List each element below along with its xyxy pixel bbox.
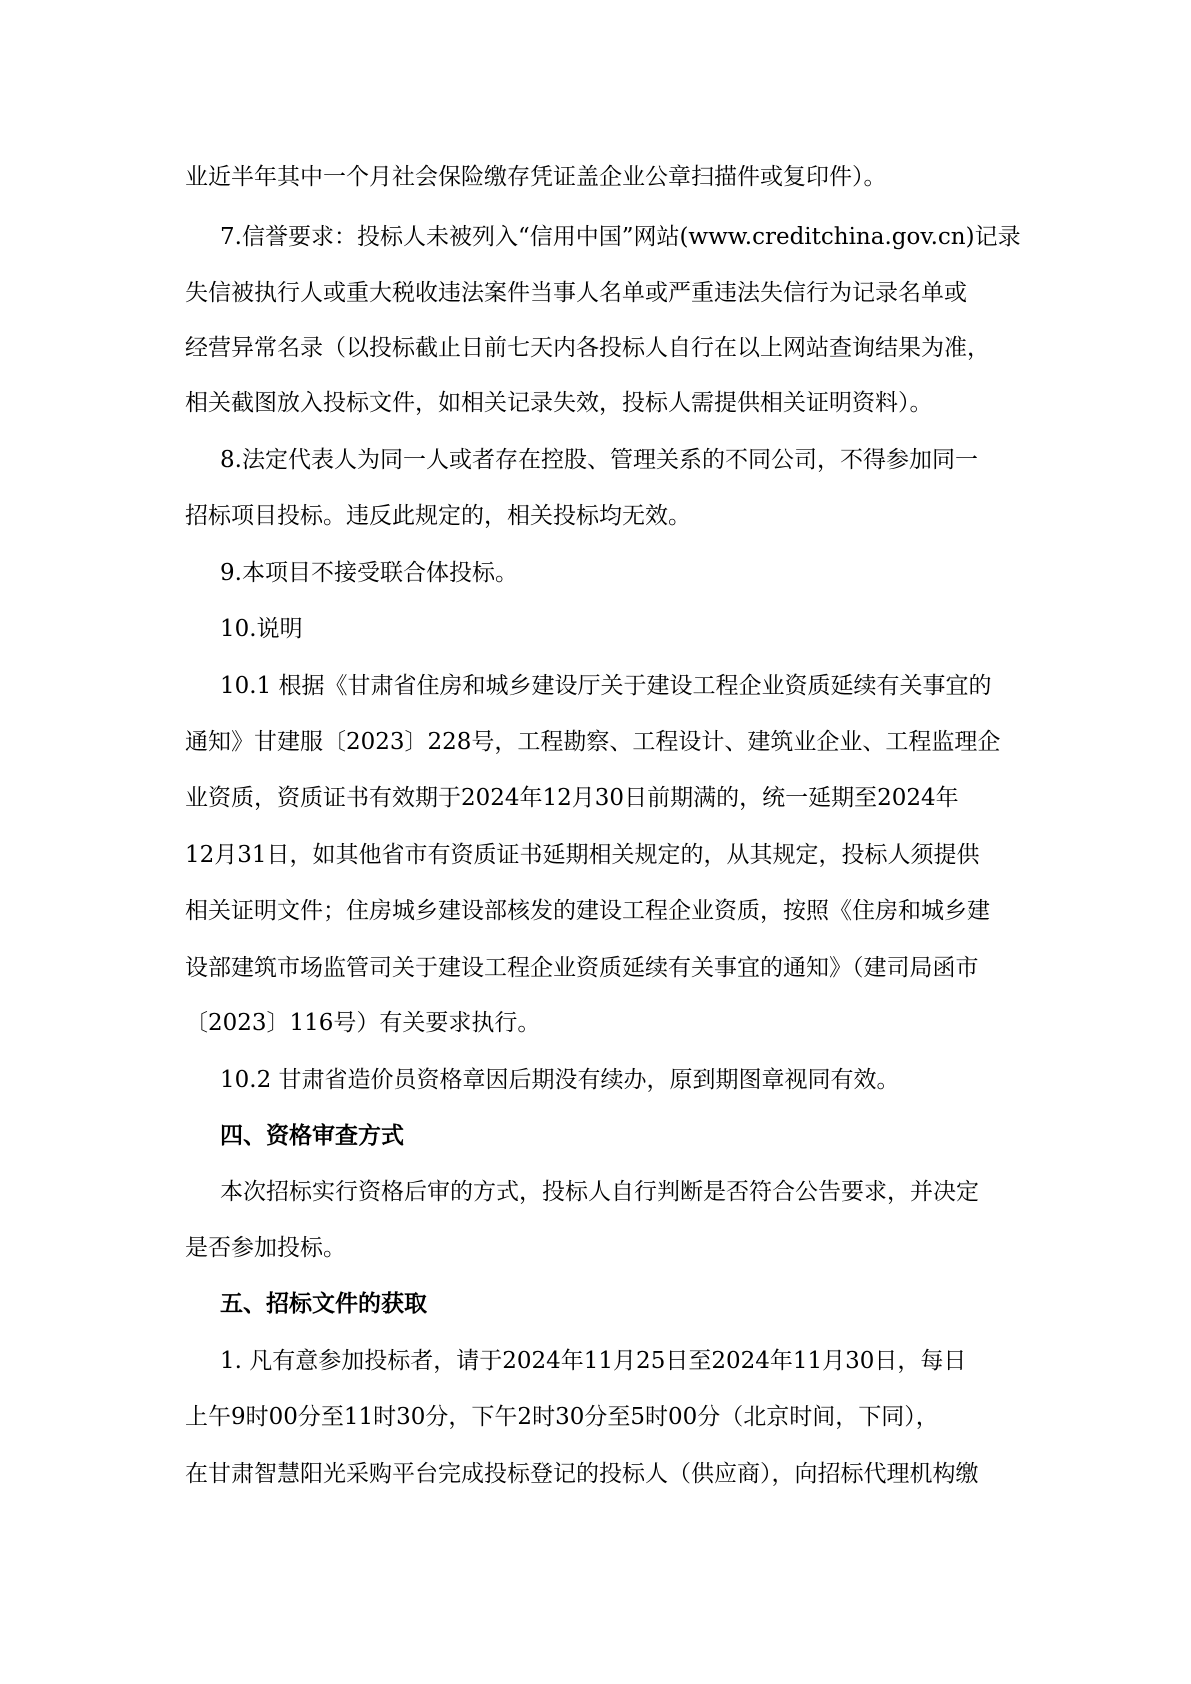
paragraph-qualification-review-line-2: 是否参加投标。 [185,1235,346,1261]
paragraph-legal-representative-line-2: 招标项目投标。违反此规定的，相关投标均无效。 [185,503,691,529]
paragraph-note-10-2: 10.2 甘肃省造价员资格章因后期没有续办，原到期图章视同有效。 [220,1067,900,1093]
paragraph-note-10-1-line-6: 设部建筑市场监管司关于建设工程企业资质延续有关事宜的通知》（建司局函市 [185,955,979,981]
paragraph-note-10-1-line-5: 相关证明文件；住房城乡建设部核发的建设工程企业资质，按照《住房和城乡建 [185,898,990,924]
paragraph-legal-representative: 8.法定代表人为同一人或者存在控股、管理关系的不同公司，不得参加同一 [220,447,978,473]
paragraph-credit-requirement-line-2: 失信被执行人或重大税收违法案件当事人名单或严重违法失信行为记录名单或 [185,280,967,306]
paragraph-note-10-1-line-2: 通知》甘建服〔2023〕228号，工程勘察、工程设计、建筑业企业、工程监理企 [185,729,1001,755]
paragraph-credit-requirement-line-3: 经营异常名录（以投标截止日前七天内各投标人自行在以上网站查询结果为准， [185,335,990,361]
paragraph-credit-requirement: 7.信誉要求：投标人未被列入“信用中国”网站(www.creditchina.gov.cn)记录 [220,224,1021,250]
paragraph-note-10-1-line-7: 〔2023〕116号）有关要求执行。 [185,1010,541,1036]
section-heading-obtain-documents: 五、招标文件的获取 [220,1290,427,1317]
paragraph-note-10-1-line-4: 12月31日，如其他省市有资质证书延期相关规定的，从其规定，投标人须提供 [185,842,980,868]
section-heading-notes: 10.说明 [220,616,303,642]
paragraph-credit-requirement-line-4: 相关截图放入投标文件，如相关记录失效，投标人需提供相关证明资料）。 [185,390,933,416]
paragraph-note-10-1-line-3: 业资质，资质证书有效期于2024年12月30日前期满的，统一延期至2024年 [185,785,959,811]
paragraph-no-consortium: 9.本项目不接受联合体投标。 [220,560,518,586]
paragraph-qualification-review: 本次招标实行资格后审的方式，投标人自行判断是否符合公告要求，并决定 [220,1179,979,1205]
paragraph-social-insurance-end: 业近半年其中一个月社会保险缴存凭证盖企业公章扫描件或复印件）。 [185,164,887,190]
paragraph-obtain-documents-line-3: 在甘肃智慧阳光采购平台完成投标登记的投标人（供应商），向招标代理机构缴 [185,1461,979,1487]
paragraph-obtain-documents: 1. 凡有意参加投标者，请于2024年11月25日至2024年11月30日，每日 [220,1348,967,1374]
paragraph-note-10-1: 10.1 根据《甘肃省住房和城乡建设厅关于建设工程企业资质延续有关事宜的 [220,673,992,699]
section-heading-qualification-review: 四、资格审查方式 [220,1122,404,1149]
paragraph-obtain-documents-line-2: 上午9时00分至11时30分，下午2时30分至5时00分（北京时间，下同）， [185,1404,939,1430]
